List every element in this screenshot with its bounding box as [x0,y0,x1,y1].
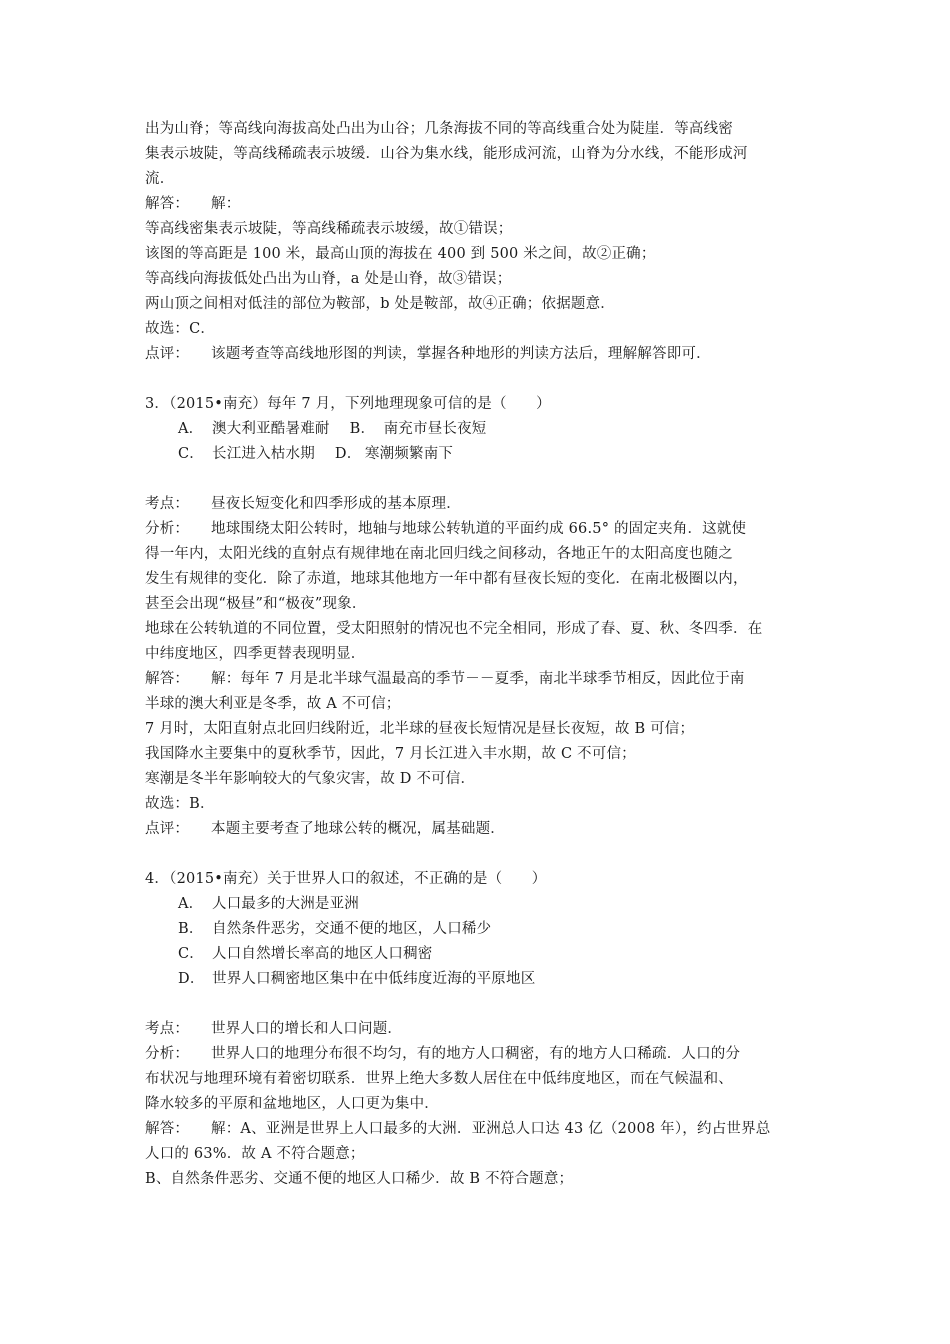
q3-option-c-label: C． [178,446,204,462]
q2-analysis-line-3: 流． [145,171,175,187]
q4-option-b-text: 自然条件恶劣，交通不便的地区，人口稀少 [212,921,492,937]
q3-point-line [145,492,815,517]
q3-point: 昼夜长短变化和四季形成的基本原理． [211,496,461,512]
q3-options-row-2 [145,442,815,467]
q4-answer-line-1: 人口的 63%．故 A 不符合题意； [145,1146,365,1162]
q3-option-c-text: 长江进入枯水期 [212,446,315,462]
q3-option-b-text: 南充市昼长夜短 [383,421,487,437]
q2-answer-line-1: 等高线密集表示坡陡，等高线稀疏表示坡缓，故①错误； [145,221,513,237]
q4-answer-label: 解答： [145,1121,190,1137]
q4-option-b [145,917,815,942]
q4-option-d-label: D． [178,971,205,987]
q3-option-b-label: B． [349,421,376,437]
q4-point-line [145,1017,815,1042]
spacer [145,842,815,867]
q4-option-b-label: B． [178,921,204,937]
q2-answer-line-2: 该图的等高距是 100 米，最高山顶的海拔在 400 到 500 米之间，故②正确； [145,246,656,262]
q2-answer-line-4: 两山顶之间相对低洼的部位为鞍部，b 处是鞍部，故④正确；依据题意． [145,296,615,312]
q3-point-label: 考点： [145,496,190,512]
q4-analysis-first: 世界人口的地理分布很不均匀，有的地方人口稠密，有的地方人口稀疏．人口的分 [211,1046,741,1062]
q4-option-d-text: 世界人口稠密地区集中在中低纬度近海的平原地区 [212,971,536,987]
q3-option-a-label: A． [178,421,204,437]
q2-answer-label: 解答： [145,196,190,212]
q3-answer-first-line [145,667,815,692]
q4-option-a-label: A． [178,896,204,912]
spacer [145,467,815,492]
q3-analysis-first: 地球围绕太阳公转时，地轴与地球公转轨道的平面约成 66.5° 的固定夹角．这就使 [211,521,747,537]
q4-option-c-text: 人口自然增长率高的地区人口稠密 [212,946,433,962]
q4-option-c [145,942,815,967]
q3-analysis-label: 分析： [145,521,190,537]
q3-analysis-line-4: 地球在公转轨道的不同位置，受太阳照射的情况也不完全相同，形成了春、夏、秋、冬四季．在 [145,621,763,637]
q3-answer-line-4: 寒潮是冬半年影响较大的气象灾害，故 D 不可信． [145,771,476,787]
q3-answer-line-3: 我国降水主要集中的夏秋季节，因此，7 月长江进入丰水期，故 C 不可信； [145,746,636,762]
q2-analysis-line-1: 出为山脊；等高线向海拔高处凸出为山谷；几条海拔不同的等高线重合处为陡崖．等高线密 [145,121,733,137]
q4-analysis-label: 分析： [145,1046,190,1062]
q2-answer-line-3: 等高线向海拔低处凸出为山脊，a 处是山脊，故③错误； [145,271,512,287]
q4-point-label: 考点： [145,1021,190,1037]
q3-analysis-line-3: 甚至会出现“极昼”和“极夜”现象． [145,596,367,612]
q2-comment-line [145,342,815,367]
q4-answer-line-2: B、自然条件恶劣、交通不便的地区人口稀少．故 B 不符合题意； [145,1171,574,1187]
q4-analysis-line-2: 降水较多的平原和盆地地区，人口更为集中． [145,1096,439,1112]
q4-option-a-text: 人口最多的大洲是亚洲 [212,896,359,912]
q3-analysis-line-5: 中纬度地区，四季更替表现明显． [145,646,366,662]
q3-stem: 3．（2015•南充）每年 7 月，下列地理现象可信的是（ ） [145,396,551,412]
q3-option-d-label: D． [334,446,362,462]
q3-choice: 故选：B． [145,796,215,812]
page-content [145,117,815,1192]
q4-answer-first: 解：A、亚洲是世界上人口最多的大洲．亚洲总人口达 43 亿（2008 年），约占世界总 [211,1121,771,1137]
q3-answer-line-2: 7 月时，太阳直射点北回归线附近，北半球的昼夜长短情况是昼长夜短，故 B 可信； [145,721,695,737]
q3-answer-first: 解：每年 7 月是北半球气温最高的季节－－夏季，南北半球季节相反，因此位于南 [211,671,745,687]
q4-option-d [145,967,815,992]
spacer [145,367,815,392]
q2-comment: 该题考查等高线地形图的判读，掌握各种地形的判读方法后，理解解答即可． [211,346,711,362]
q3-analysis-first-line [145,517,815,542]
q2-comment-label: 点评： [145,346,190,362]
q4-answer-first-line [145,1117,815,1142]
q4-analysis-line-1: 布状况与地理环境有着密切联系．世界上绝大多数人居住在中低纬度地区，而在气候温和、 [145,1071,733,1087]
q3-option-a-text: 澳大利亚酷暑难耐 [212,421,330,437]
q3-analysis-line-2: 发生有规律的变化．除了赤道，地球其他地方一年中都有昼夜长短的变化．在南北极圈以内， [145,571,748,587]
q3-comment-line [145,817,815,842]
q4-option-a [145,892,815,917]
q2-answer-first-line [145,192,815,217]
q3-answer-label: 解答： [145,671,190,687]
q2-answer-first: 解： [211,196,241,212]
q4-option-c-label: C． [178,946,204,962]
q3-analysis-line-1: 得一年内，太阳光线的直射点有规律地在南北回归线之间移动，各地正午的太阳高度也随之 [145,546,733,562]
q4-analysis-first-line [145,1042,815,1067]
q3-answer-line-1: 半球的澳大利亚是冬季，故 A 不可信； [145,696,401,712]
q4-point: 世界人口的增长和人口问题． [211,1021,403,1037]
q3-comment: 本题主要考查了地球公转的概况，属基础题． [211,821,505,837]
q3-comment-label: 点评： [145,821,190,837]
q4-stem: 4．（2015•南充）关于世界人口的叙述，不正确的是（ ） [145,871,547,887]
q3-option-d-text: 寒潮频繁南下 [364,446,454,462]
spacer [145,992,815,1017]
q2-analysis-line-2: 集表示坡陡，等高线稀疏表示坡缓．山谷为集水线，能形成河流，山脊为分水线，不能形成河 [145,146,748,162]
q2-choice: 故选：C． [145,321,216,337]
q3-options-row-1 [145,417,815,442]
